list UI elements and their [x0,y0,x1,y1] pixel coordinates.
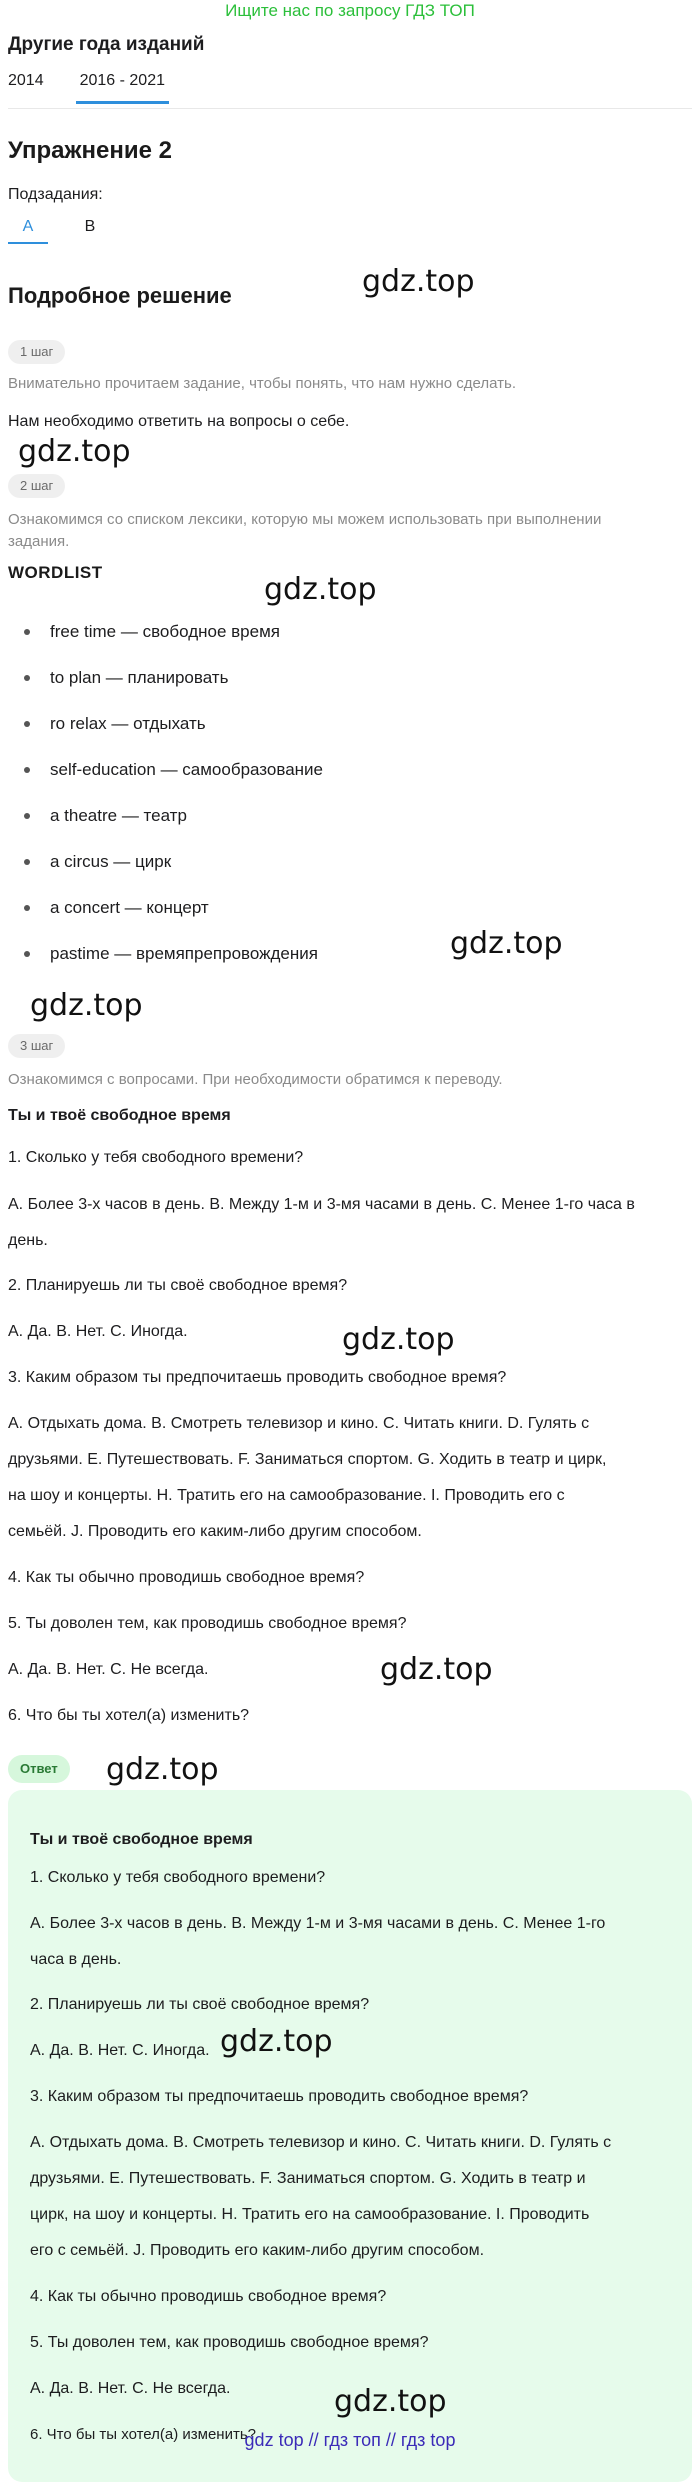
list-item [24,898,209,918]
subtask-tab-a[interactable]: A [8,212,48,244]
bullet [24,951,30,957]
bullet [24,675,30,681]
question-line: 1. Сколько у тебя свободного времени? [8,1149,304,1166]
bullet [24,859,30,865]
watermark: gdz.top [18,434,131,469]
word-text: a circus — цирк [50,852,172,871]
answer-line: A. Отдыхать дома. B. Смотреть телевизор и кино. C. Читать книги. D. Гулять с [30,2134,612,2151]
answer-title: Ты и твоё свободное время [30,1831,253,1848]
question-line: A. Отдыхать дома. B. Смотреть телевизор и кино. C. Читать книги. D. Гулять с [8,1415,590,1432]
other-years-title: Другие года изданий [8,34,205,55]
exercise-title: Упражнение 2 [8,137,172,164]
list-item [24,806,187,826]
watermark: gdz.top [334,2384,447,2419]
question-line: A. Да. B. Нет. C. Не всегда. [8,1661,209,1678]
question-line: день. [8,1232,48,1249]
solution-title: Подробное решение [8,283,232,308]
word-text: to plan — планировать [50,668,229,687]
step-hint: задания. [8,533,70,550]
divider [8,108,692,109]
answer-line: его с семьёй. J. Проводить его каким-либо другим способом. [30,2242,485,2259]
word-text: free time — свободное время [50,622,280,641]
question-line: A. Более 3-х часов в день. B. Между 1-м и 3-мя часами в день. C. Менее 1-го часа в [8,1196,635,1213]
year-tab-2016-2021[interactable]: 2016 - 2021 [76,68,169,104]
question-line: 2. Планируешь ли ты своё свободное время? [8,1277,348,1294]
list-item [24,668,228,688]
question-line: 5. Ты доволен тем, как проводишь свободное время? [8,1615,407,1632]
step-hint: Ознакомимся со списком лексики, которую мы можем использовать при выполнении [8,511,602,528]
answer-line: 4. Как ты обычно проводишь свободное время? [30,2288,387,2305]
question-line: 6. Что бы ты хотел(а) изменить? [8,1707,250,1724]
subtasks-label: Подзадания: [8,186,103,203]
list-item [24,944,318,964]
answer-line: 1. Сколько у тебя свободного времени? [30,1869,326,1886]
question-line: 4. Как ты обычно проводишь свободное время? [8,1569,365,1586]
step-hint: Ознакомимся с вопросами. При необходимости обратимся к переводу. [8,1071,503,1088]
word-text: pastime — времяпрепровождения [50,944,318,963]
watermark: gdz.top [362,264,475,299]
watermark: gdz.top [220,2024,333,2059]
watermark: gdz.top [342,1322,455,1357]
footer-links[interactable]: gdz top // гдз топ // гдз top [244,2430,456,2450]
word-text: a concert — концерт [50,898,209,917]
word-text: a theatre — театр [50,806,187,825]
answer-line: часа в день. [30,1951,122,1968]
top-search-link[interactable]: Ищите нас по запросу ГДЗ ТОП [225,1,475,20]
answer-line: друзьями. E. Путешествовать. F. Заниматься спортом. G. Ходить в театр и [30,2170,586,2187]
watermark: gdz.top [30,988,143,1023]
question-line: на шоу и концерты. H. Тратить его на самообразование. I. Проводить его с [8,1487,565,1504]
list-item [24,852,171,872]
answer-line: 5. Ты доволен тем, как проводишь свободное время? [30,2334,429,2351]
year-tab-2014[interactable]: 2014 [8,72,44,89]
step-hint: Внимательно прочитаем задание, чтобы понять, что нам нужно сделать. [8,375,517,392]
watermark: gdz.top [106,1752,219,1787]
wordlist-title: WORDLIST [8,563,103,582]
answer-line: A. Да. B. Нет. C. Не всегда. [30,2380,231,2397]
answer-line: 6. Что бы ты хотел(а) изменить? [30,2426,256,2443]
answer-line: A. Да. B. Нет. C. Иногда. [30,2042,210,2059]
word-text: self-education — самообразование [50,760,323,779]
bullet [24,767,30,773]
answer-line: 3. Каким образом ты предпочитаешь проводить свободное время? [30,2088,529,2105]
list-item [24,714,206,734]
answer-line: цирк, на шоу и концерты. H. Тратить его на самообразование. I. Проводить [30,2206,590,2223]
bullet [24,629,30,635]
bullet [24,813,30,819]
bullet [24,905,30,911]
word-text: ro relax — отдыхать [50,714,206,733]
step-text: Нам необходимо ответить на вопросы о себе. [8,413,350,430]
years-tabs [8,68,201,108]
question-line: A. Да. B. Нет. C. Иногда. [8,1323,188,1340]
section-title: Ты и твоё свободное время [8,1107,231,1124]
question-line: 3. Каким образом ты предпочитаешь проводить свободное время? [8,1369,507,1386]
list-item [24,760,323,780]
question-line: семьёй. J. Проводить его каким-либо другим способом. [8,1523,422,1540]
watermark: gdz.top [450,926,563,961]
answer-badge: Ответ [8,1755,70,1783]
answer-line: A. Более 3-х часов в день. B. Между 1-м и 3-мя часами в день. C. Менее 1-го [30,1915,606,1932]
step-badge: 2 шаг [8,474,65,498]
subtask-tab-b[interactable]: B [84,218,96,235]
watermark: gdz.top [264,572,377,607]
watermark: gdz.top [380,1652,493,1687]
bullet [24,721,30,727]
step-badge: 3 шаг [8,1034,65,1058]
question-line: друзьями. E. Путешествовать. F. Заниматься спортом. G. Ходить в театр и цирк, [8,1451,607,1468]
step-badge: 1 шаг [8,340,65,364]
answer-line: 2. Планируешь ли ты своё свободное время? [30,1996,370,2013]
list-item [24,622,280,642]
subtasks-tabs [8,212,132,244]
